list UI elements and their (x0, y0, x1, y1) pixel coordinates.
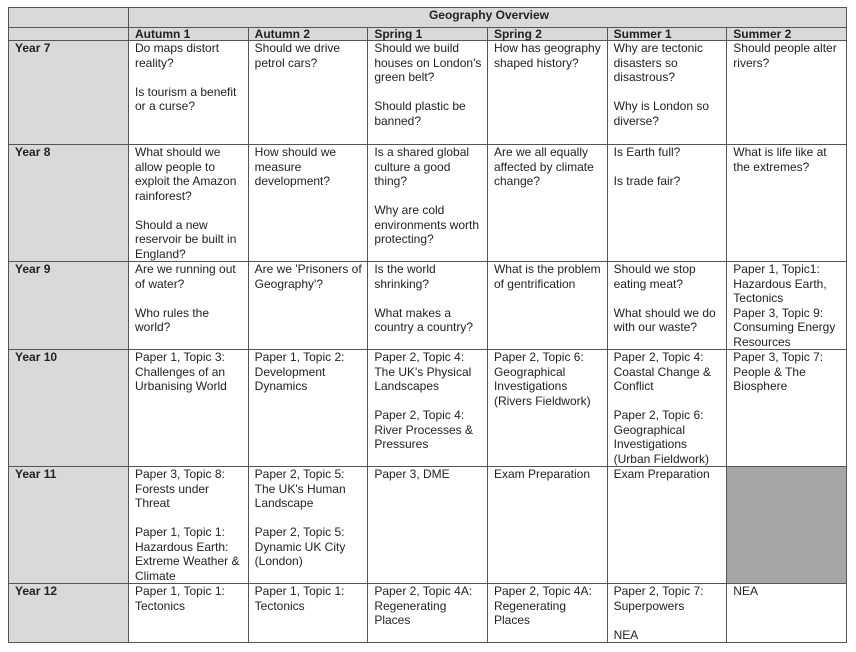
term-header-autumn-2: Autumn 2 (248, 28, 368, 41)
year-label: Year 10 (9, 350, 129, 467)
topic-cell: Paper 3, DME (368, 467, 488, 584)
topic-cell: Paper 3, Topic 7: People & The Biosphere (727, 350, 847, 467)
topic-cell: Do maps distort reality? Is tourism a benefit or a curse? (129, 41, 249, 145)
topic-cell: How should we measure development? (248, 145, 368, 262)
topic-cell: Is a shared global culture a good thing? Why are cold environments worth protecting? (368, 145, 488, 262)
term-header-row (9, 28, 847, 41)
topic-cell: Are we 'Prisoners of Geography'? (248, 262, 368, 350)
year-label: Year 12 (9, 584, 129, 643)
topic-cell: Why are tectonic disasters so disastrous? Why is London so diverse? (607, 41, 727, 145)
year-row-11 (9, 467, 847, 584)
topic-cell: Paper 2, Topic 6: Geographical Investigations (Rivers Fieldwork) (487, 350, 607, 467)
year-label: Year 8 (9, 145, 129, 262)
topic-cell: Paper 2, Topic 5: The UK's Human Landscape Paper 2, Topic 5: Dynamic UK City (London) (248, 467, 368, 584)
year-label: Year 9 (9, 262, 129, 350)
topic-cell: Paper 2, Topic 7: Superpowers NEA (607, 584, 727, 643)
topic-cell: Paper 1, Topic 2: Development Dynamics (248, 350, 368, 467)
topic-cell: Paper 3, Topic 8: Forests under Threat Paper 1, Topic 1: Hazardous Earth: Extreme Weather & Climate (129, 467, 249, 584)
topic-cell: Should we drive petrol cars? (248, 41, 368, 145)
topic-cell: Paper 1, Topic 1: Tectonics (248, 584, 368, 643)
topic-cell: Paper 2, Topic 4A: Regenerating Places (368, 584, 488, 643)
term-header-autumn-1: Autumn 1 (129, 28, 249, 41)
year-row-12 (9, 584, 847, 643)
year-label: Year 11 (9, 467, 129, 584)
term-header-spring-1: Spring 1 (368, 28, 488, 41)
shaded-empty-cell (727, 467, 847, 584)
topic-cell: Paper 2, Topic 4A: Regenerating Places (487, 584, 607, 643)
year-row-8 (9, 145, 847, 262)
term-header-summer-1: Summer 1 (607, 28, 727, 41)
topic-cell: Exam Preparation (607, 467, 727, 584)
table-title: Geography Overview (129, 8, 847, 28)
topic-cell: What is the problem of gentrification (487, 262, 607, 350)
corner-cell (9, 28, 129, 41)
topic-cell: Exam Preparation (487, 467, 607, 584)
topic-cell: Paper 2, Topic 4: Coastal Change & Conflict Paper 2, Topic 6: Geographical Investigations (Urban Fieldwork) (607, 350, 727, 467)
topic-cell: What is life like at the extremes? (727, 145, 847, 262)
geography-overview-table (8, 7, 847, 643)
topic-cell: Paper 1, Topic 1: Tectonics (129, 584, 249, 643)
topic-cell: Paper 1, Topic1: Hazardous Earth, Tectonics Paper 3, Topic 9: Consuming Energy Resources (727, 262, 847, 350)
topic-cell: Is Earth full? Is trade fair? (607, 145, 727, 262)
topic-cell: How has geography shaped history? (487, 41, 607, 145)
topic-cell: Should we build houses on London's green belt? Should plastic be banned? (368, 41, 488, 145)
year-row-9 (9, 262, 847, 350)
year-row-10 (9, 350, 847, 467)
topic-cell: Are we running out of water? Who rules the world? (129, 262, 249, 350)
topic-cell: Paper 2, Topic 4: The UK's Physical Landscapes Paper 2, Topic 4: River Processes & Pressures (368, 350, 488, 467)
topic-cell: Is the world shrinking? What makes a country a country? (368, 262, 488, 350)
topic-cell: Paper 1, Topic 3: Challenges of an Urbanising World (129, 350, 249, 467)
year-row-7 (9, 41, 847, 145)
topic-cell: Should we stop eating meat? What should we do with our waste? (607, 262, 727, 350)
topic-cell: Are we all equally affected by climate change? (487, 145, 607, 262)
title-row (9, 8, 847, 28)
year-label: Year 7 (9, 41, 129, 145)
term-header-spring-2: Spring 2 (487, 28, 607, 41)
topic-cell: Should people alter rivers? (727, 41, 847, 145)
term-header-summer-2: Summer 2 (727, 28, 847, 41)
topic-cell: NEA (727, 584, 847, 643)
topic-cell: What should we allow people to exploit the Amazon rainforest? Should a new reservoir be built in England? (129, 145, 249, 262)
corner-cell (9, 8, 129, 28)
